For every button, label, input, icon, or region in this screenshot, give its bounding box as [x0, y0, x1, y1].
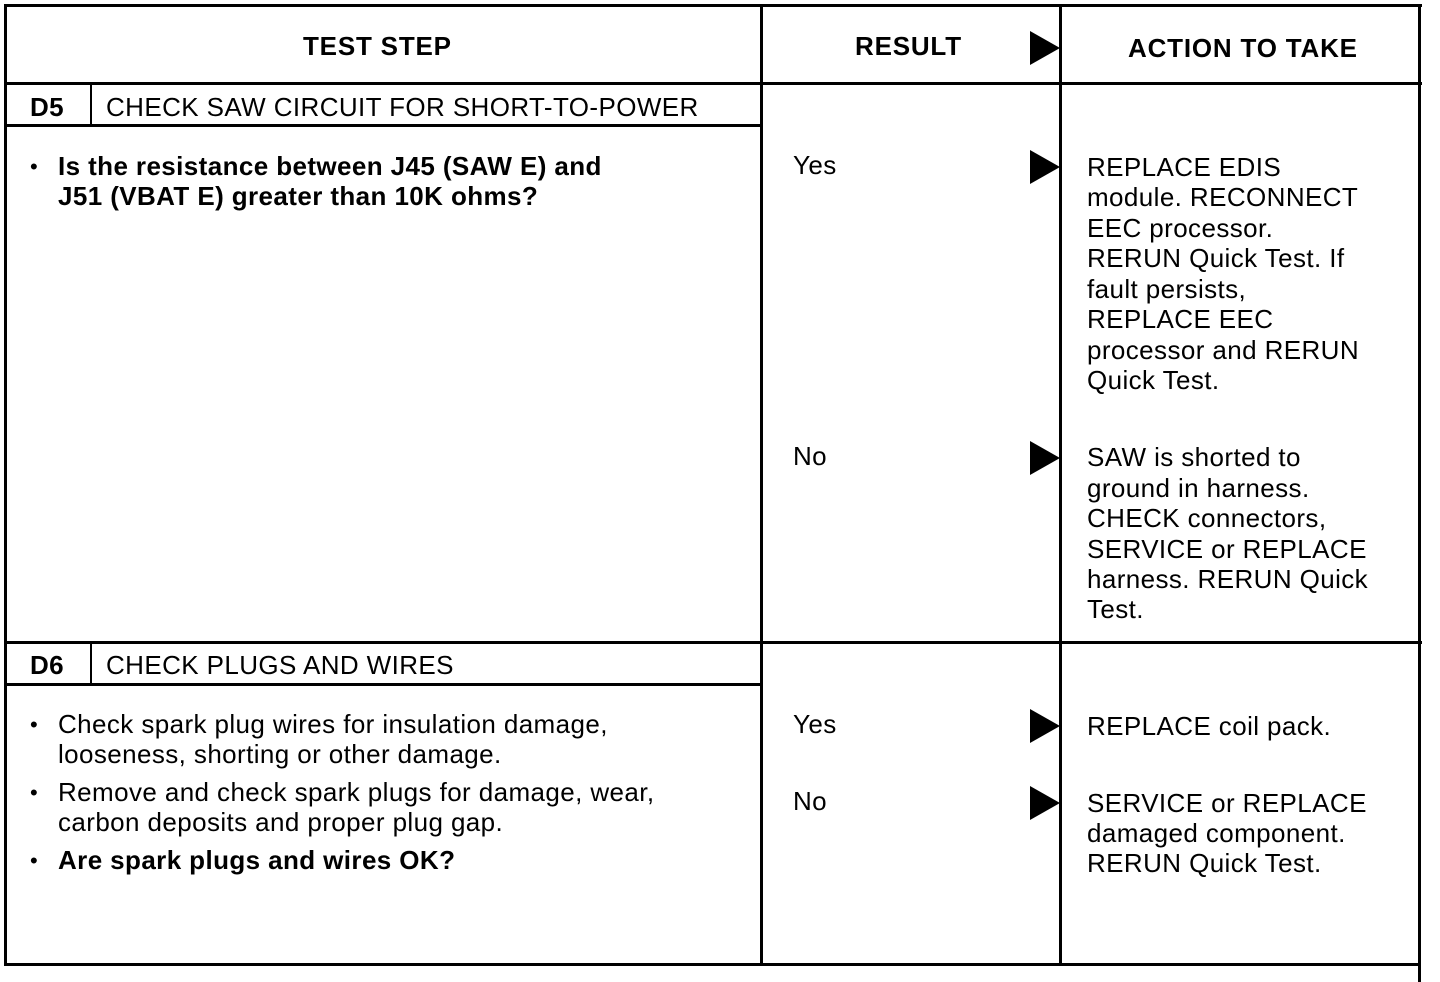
- header-action: ACTION TO TAKE: [1128, 33, 1358, 63]
- header-divider: [4, 82, 1422, 85]
- d6-id-divider: [90, 643, 92, 685]
- d6-question: Are spark plugs and wires OK?: [58, 845, 456, 875]
- d6-no-action-line: damaged component.: [1087, 818, 1346, 848]
- d6-no-arrow-icon: [1030, 786, 1060, 820]
- d5-yes-action-line: Quick Test.: [1087, 365, 1220, 395]
- d6-bullet-icon: •: [30, 780, 38, 805]
- column-divider-result: [760, 4, 763, 966]
- d6-bullet-icon: •: [30, 712, 38, 737]
- d6-yes-arrow-icon: [1030, 709, 1060, 743]
- d6-step-id: D6: [30, 650, 65, 680]
- d5-result-yes: Yes: [793, 150, 837, 180]
- d5-yes-action-line: module. RECONNECT: [1087, 182, 1359, 212]
- d6-bullet-1-line-2: looseness, shorting or other damage.: [58, 739, 502, 769]
- d5-no-action-line: harness. RERUN Quick: [1087, 564, 1369, 594]
- d5-question-line-2: J51 (VBAT E) greater than 10K ohms?: [58, 181, 539, 211]
- d6-bullet-2-line-1: Remove and check spark plugs for damage, wear,: [58, 777, 655, 807]
- d5-yes-action-line: REPLACE EDIS: [1087, 152, 1282, 182]
- section-divider: [4, 641, 1422, 644]
- d5-step-id: D5: [30, 92, 65, 122]
- top-border: [4, 4, 1422, 7]
- column-divider-action: [1059, 4, 1062, 964]
- d6-bullet-1-line-1: Check spark plug wires for insulation damage,: [58, 709, 608, 739]
- d5-title: CHECK SAW CIRCUIT FOR SHORT-TO-POWER: [106, 92, 699, 122]
- d6-yes-action-line: REPLACE coil pack.: [1087, 711, 1332, 741]
- d5-yes-arrow-icon: [1030, 150, 1060, 184]
- d6-no-action-line: RERUN Quick Test.: [1087, 848, 1322, 878]
- d5-title-divider: [4, 124, 762, 127]
- d5-no-action-line: SERVICE or REPLACE: [1087, 534, 1367, 564]
- d6-result-no: No: [793, 786, 828, 816]
- d6-bullet-icon: •: [30, 848, 38, 873]
- d6-bullet-2-line-2: carbon deposits and proper plug gap.: [58, 807, 504, 837]
- d5-result-no: No: [793, 441, 828, 471]
- d6-title: CHECK PLUGS AND WIRES: [106, 650, 454, 680]
- right-border: [1418, 4, 1421, 982]
- d6-title-divider: [4, 683, 762, 686]
- d5-no-action-line: Test.: [1087, 594, 1144, 624]
- bottom-border: [4, 963, 1421, 966]
- d5-no-action-line: CHECK connectors,: [1087, 503, 1327, 533]
- d5-yes-action-line: processor and RERUN: [1087, 335, 1360, 365]
- d5-yes-action-line: REPLACE EEC: [1087, 304, 1274, 334]
- header-arrow-icon: [1030, 31, 1060, 65]
- left-border: [4, 4, 7, 966]
- d5-question-line-1: Is the resistance between J45 (SAW E) and: [58, 151, 602, 181]
- header-test-step: TEST STEP: [303, 31, 452, 61]
- d5-yes-action-line: RERUN Quick Test. If: [1087, 243, 1345, 273]
- header-result: RESULT: [855, 31, 962, 61]
- d5-yes-action-line: fault persists,: [1087, 274, 1247, 304]
- d5-no-action-line: ground in harness.: [1087, 473, 1310, 503]
- d5-no-action-line: SAW is shorted to: [1087, 442, 1301, 472]
- d5-id-divider: [90, 84, 92, 126]
- d5-bullet-icon: •: [30, 154, 38, 179]
- d5-yes-action-line: EEC processor.: [1087, 213, 1274, 243]
- d6-no-action-line: SERVICE or REPLACE: [1087, 788, 1367, 818]
- d5-no-arrow-icon: [1030, 441, 1060, 475]
- d6-result-yes: Yes: [793, 709, 837, 739]
